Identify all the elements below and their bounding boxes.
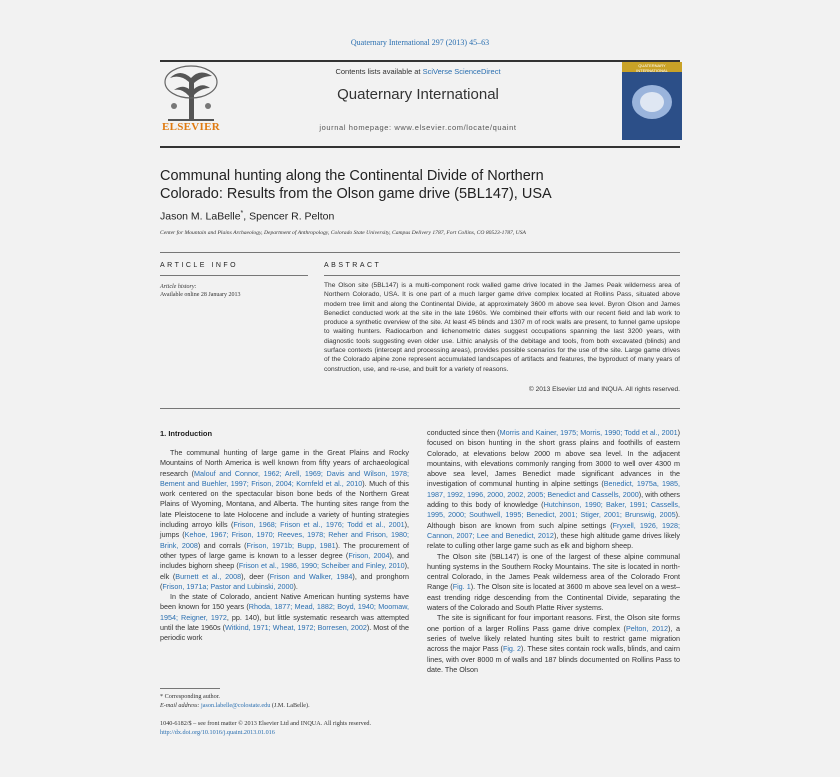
email-link[interactable]: jason.labelle@colostate.edu bbox=[201, 701, 271, 709]
elsevier-logo-text: ELSEVIER bbox=[161, 121, 221, 133]
intro-paragraph-4: The Olson site (5BL147) is one of the largest of these alpine communal hunting systems in the Southern Rocky Mountains. The site is located in north-central Colorado, in the James Peak wilderness area of the Colorado Front Range (Fig. 1). The Olson site is located at 3600 m above sea level on a west–east trending ridge descending from the Continental Divide, separating the waters of the Colorado and South Platte River systems. bbox=[427, 551, 680, 613]
citation-link[interactable]: Fryxell, 1926, 1928; Cannon, 2007; Lee and Benedict, 2012 bbox=[427, 520, 680, 540]
body-column-right bbox=[427, 428, 680, 675]
intro-paragraph-2: In the state of Colorado, ancient Native American hunting systems have been known for 150 years (Rhoda, 1877; Mead, 1882; Boyd, 1940; Moomaw, 1954; Reigner, 1972, pp. 140), but little systematic research was attempted until the late 1960s (Witkind, 1971; Wheat, 1972; Borresen, 2002). Most of the periodic work bbox=[160, 592, 410, 643]
introduction-heading: 1. Introduction bbox=[160, 429, 213, 438]
footnote bbox=[160, 693, 310, 710]
citation-link[interactable]: Kehoe, 1967; Frison, 1970; Reeves, 1978; Reher and Frison, 1980; Brink, 2008 bbox=[160, 530, 409, 550]
citation-link[interactable]: Burnett et al., 2008 bbox=[175, 571, 242, 581]
header-bottom-rule bbox=[160, 146, 680, 148]
citation-link[interactable]: Frison, 1971a; Pastor and Lubinski, 2000 bbox=[162, 581, 294, 591]
author-2: , Spencer R. Pelton bbox=[243, 210, 335, 223]
article-info-rule bbox=[160, 275, 308, 276]
citation-link[interactable]: Rhoda, 1877; Mead, 1882; Boyd, 1940; Moomaw, 1954; Reigner, 1972 bbox=[160, 602, 409, 622]
citation-link[interactable]: Frison, 1971b; Bupp, 1981 bbox=[246, 540, 336, 550]
title-line-1: Communal hunting along the Continental Divide of Northern bbox=[160, 168, 544, 184]
abstract-copyright: © 2013 Elsevier Ltd and INQUA. All rights reserved. bbox=[528, 386, 680, 393]
info-top-rule bbox=[160, 252, 680, 253]
bottom-matter bbox=[160, 720, 371, 737]
abstract-rule bbox=[324, 275, 680, 276]
abstract-heading: ABSTRACT bbox=[324, 262, 382, 269]
elsevier-tree-icon bbox=[160, 62, 222, 122]
homepage-line bbox=[228, 123, 608, 132]
homepage-link[interactable]: www.elsevier.com/locate/quaint bbox=[394, 123, 517, 132]
history-label: Article history: bbox=[160, 284, 197, 290]
journal-cover-text: QUATERNARY INTERNATIONAL bbox=[636, 63, 668, 73]
issn-line: 1040-6182/$ – see front matter © 2013 Elsevier Ltd and INQUA. All rights reserved. bbox=[160, 720, 372, 727]
citation-link[interactable]: Witkind, 1971; Wheat, 1972; Borresen, 2002 bbox=[225, 623, 367, 633]
contents-line bbox=[228, 67, 608, 76]
affiliation: Center for Mountain and Plains Archaeology, Department of Anthropology, Colorado State University, Campus Delivery 1787, Fort Collins, CO 80523-1787, USA bbox=[160, 230, 526, 236]
citation-link[interactable]: Pelton, 2012 bbox=[625, 623, 668, 633]
sciencedirect-link[interactable]: SciVerse ScienceDirect bbox=[422, 67, 501, 76]
intro-paragraph-1: The communal hunting of large game in the Great Plains and Rocky Mountains of North America is well known from fifty years of archaeological research (Malouf and Connor, 1962; Arell, 1969; Davis and Wilson, 1978; Bement and Buehler, 1997; Frison, 2004; Kornfeld et al., 2010). Much of this work centered on the spectacular bison bone beds of the Northern Great Plains of Wyoming, Montana, and Alberta. The hunting sites range from the late Pleistocene to late Holocene and include a variety of hunting strategies including arroyo kills (Frison, 1968; Frison et al., 1976; Todd et al., 2001), jumps (Kehoe, 1967; Frison, 1970; Reeves, 1978; Reher and Frison, 1980; Brink, 2008) and corrals (Frison, 1971b; Bupp, 1981). The procurement of other types of large game is known to a lesser degree (Frison, 2004), and includes bighorn sheep (Frison et al., 1986, 1990; Scheiber and Finley, 2010), elk (Burnett et al., 2008), deer (Frison and Walker, 1984), and pronghorn (Frison, 1971a; Pastor and Lubinski, 2000). bbox=[160, 448, 410, 591]
citation-link[interactable]: Hutchinson, 1990; Baker, 1991; Cassells, 1995, 2000; Southwell, 1995; Benedict, 2001; Stiger, 2001; Brunswig, 2005 bbox=[427, 500, 680, 520]
contents-prefix: Contents lists available at bbox=[335, 67, 423, 76]
figure-link[interactable]: Fig. 2 bbox=[502, 644, 522, 654]
doi-link[interactable]: http://dx.doi.org/10.1016/j.quaint.2013.01.016 bbox=[160, 728, 275, 736]
citation-link[interactable]: Malouf and Connor, 1962; Arell, 1969; Davis and Wilson, 1978; Bement and Buehler, 1997; Frison, 2004; Kornfeld et al., 2010 bbox=[160, 468, 409, 488]
citation-link[interactable]: Benedict, 1975a, 1985, 1987, 1992, 1996, 2000, 2002, 2005; Benedict and Cassells, 2000 bbox=[427, 479, 681, 499]
citation-link[interactable]: Morris and Kainer, 1975; Morris, 1990; Todd et al., 2001 bbox=[499, 428, 678, 437]
journal-title: Quaternary International bbox=[337, 86, 499, 103]
author-1: Jason M. LaBelle bbox=[160, 210, 241, 223]
footnote-corresponding: * Corresponding author. bbox=[160, 693, 220, 700]
history-value: Available online 28 January 2013 bbox=[160, 292, 241, 298]
article-history bbox=[160, 283, 241, 299]
journal-reference[interactable]: Quaternary International 297 (2013) 45–63 bbox=[350, 38, 490, 47]
citation-link[interactable]: Frison, 2004 bbox=[348, 550, 390, 560]
intro-paragraph-5: The site is significant for four important reasons. First, the Olson site forms one portion of a larger Rollins Pass game drive complex (Pelton, 2012), a series of twelve likely related hunting sites built to restrict game migration across the major Pass (Fig. 2). These sites contain rock walls, blinds, and cairn lines, with over 8000 m of walls and 187 blinds documented on Rollins Pass to date. The Olson bbox=[427, 613, 680, 674]
figure-link[interactable]: Fig. 1 bbox=[452, 582, 471, 592]
citation-link[interactable]: Frison et al., 1986, 1990; Scheiber and Finley, 2010 bbox=[238, 561, 405, 571]
article-title bbox=[160, 167, 680, 203]
footnote-rule bbox=[160, 688, 220, 689]
header-top-rule bbox=[160, 60, 680, 62]
author-list bbox=[160, 210, 334, 223]
homepage-prefix: journal homepage: bbox=[319, 123, 395, 132]
footnote-email: E-mail address: jason.labelle@colostate.edu (J.M. LaBelle). bbox=[160, 701, 310, 709]
article-info-heading: ARTICLE INFO bbox=[160, 262, 239, 269]
corresponding-author-mark[interactable]: * bbox=[240, 210, 244, 217]
abstract-text: The Olson site (5BL147) is a multi-component rock walled game drive located in the James Peak wilderness area of Northern Colorado, USA. It is one part of a much larger game drive complex located at Rollins Pass, situated above modern tree limit and along the Continental Divide, at approximately 3600 m above sea level. Byron Olson and James Benedict conducted work at the site in the late 1960s. We combined their efforts with our recent field and lab work to produce a synthetic overview of the site. At least 45 blinds and 1307 m of rock walls are present, to funnel game upslope to waiting hunters. Radiocarbon and lichenometric dates suggest occupations spanning the last 3200 years, with diagnostic tools suggesting even older use. Lithic analysis of the debitage and tools, from both excavated (blinds) and surface contexts (intercept and processing areas), provides possible scenarios for the use of the site. Large game drives of the Colorado alpine zone represent accumulated landscapes of artifacts and features, the byproduct of many years of construction, use, and re-use, and built for a variety of reasons. bbox=[324, 282, 680, 373]
journal-cover-globe-center bbox=[640, 92, 664, 112]
body-column-left bbox=[160, 448, 409, 644]
citation-link[interactable]: Frison and Walker, 1984 bbox=[269, 571, 353, 581]
intro-paragraph-3: conducted since then (Morris and Kainer, 1975; Morris, 1990; Todd et al., 2001) focused on bison hunting in the short grass plains and foothills of eastern Colorado, at elevations below 2000 m above sea level. In the adjacent mountains, with elevations commonly ranging from 3000 to well over 4300 m above sea level, James Benedict made significant advances in the investigation of communal hunting in alpine settings (Benedict, 1975a, 1985, 1987, 1992, 1996, 2000, 2002, 2005; Benedict and Cassells, 2000), with others adding to this body of knowledge (Hutchinson, 1990; Baker, 1991; Cassells, 1995, 2000; Southwell, 1995; Benedict, 2001; Stiger, 2001; Brunswig, 2005). Although bison are known from such alpine settings (Fryxell, 1926, 1928; Cannon, 2007; Lee and Benedict, 2012), these high altitude game drives likely relate to culling other large game such as elk and bighorn sheep. bbox=[427, 428, 681, 551]
citation-link[interactable]: Frison, 1968; Frison et al., 1976; Todd et al., 2001 bbox=[233, 520, 405, 530]
abstract-bottom-rule bbox=[160, 408, 680, 409]
title-line-2: Colorado: Results from the Olson game drive (5BL147), USA bbox=[160, 186, 552, 202]
